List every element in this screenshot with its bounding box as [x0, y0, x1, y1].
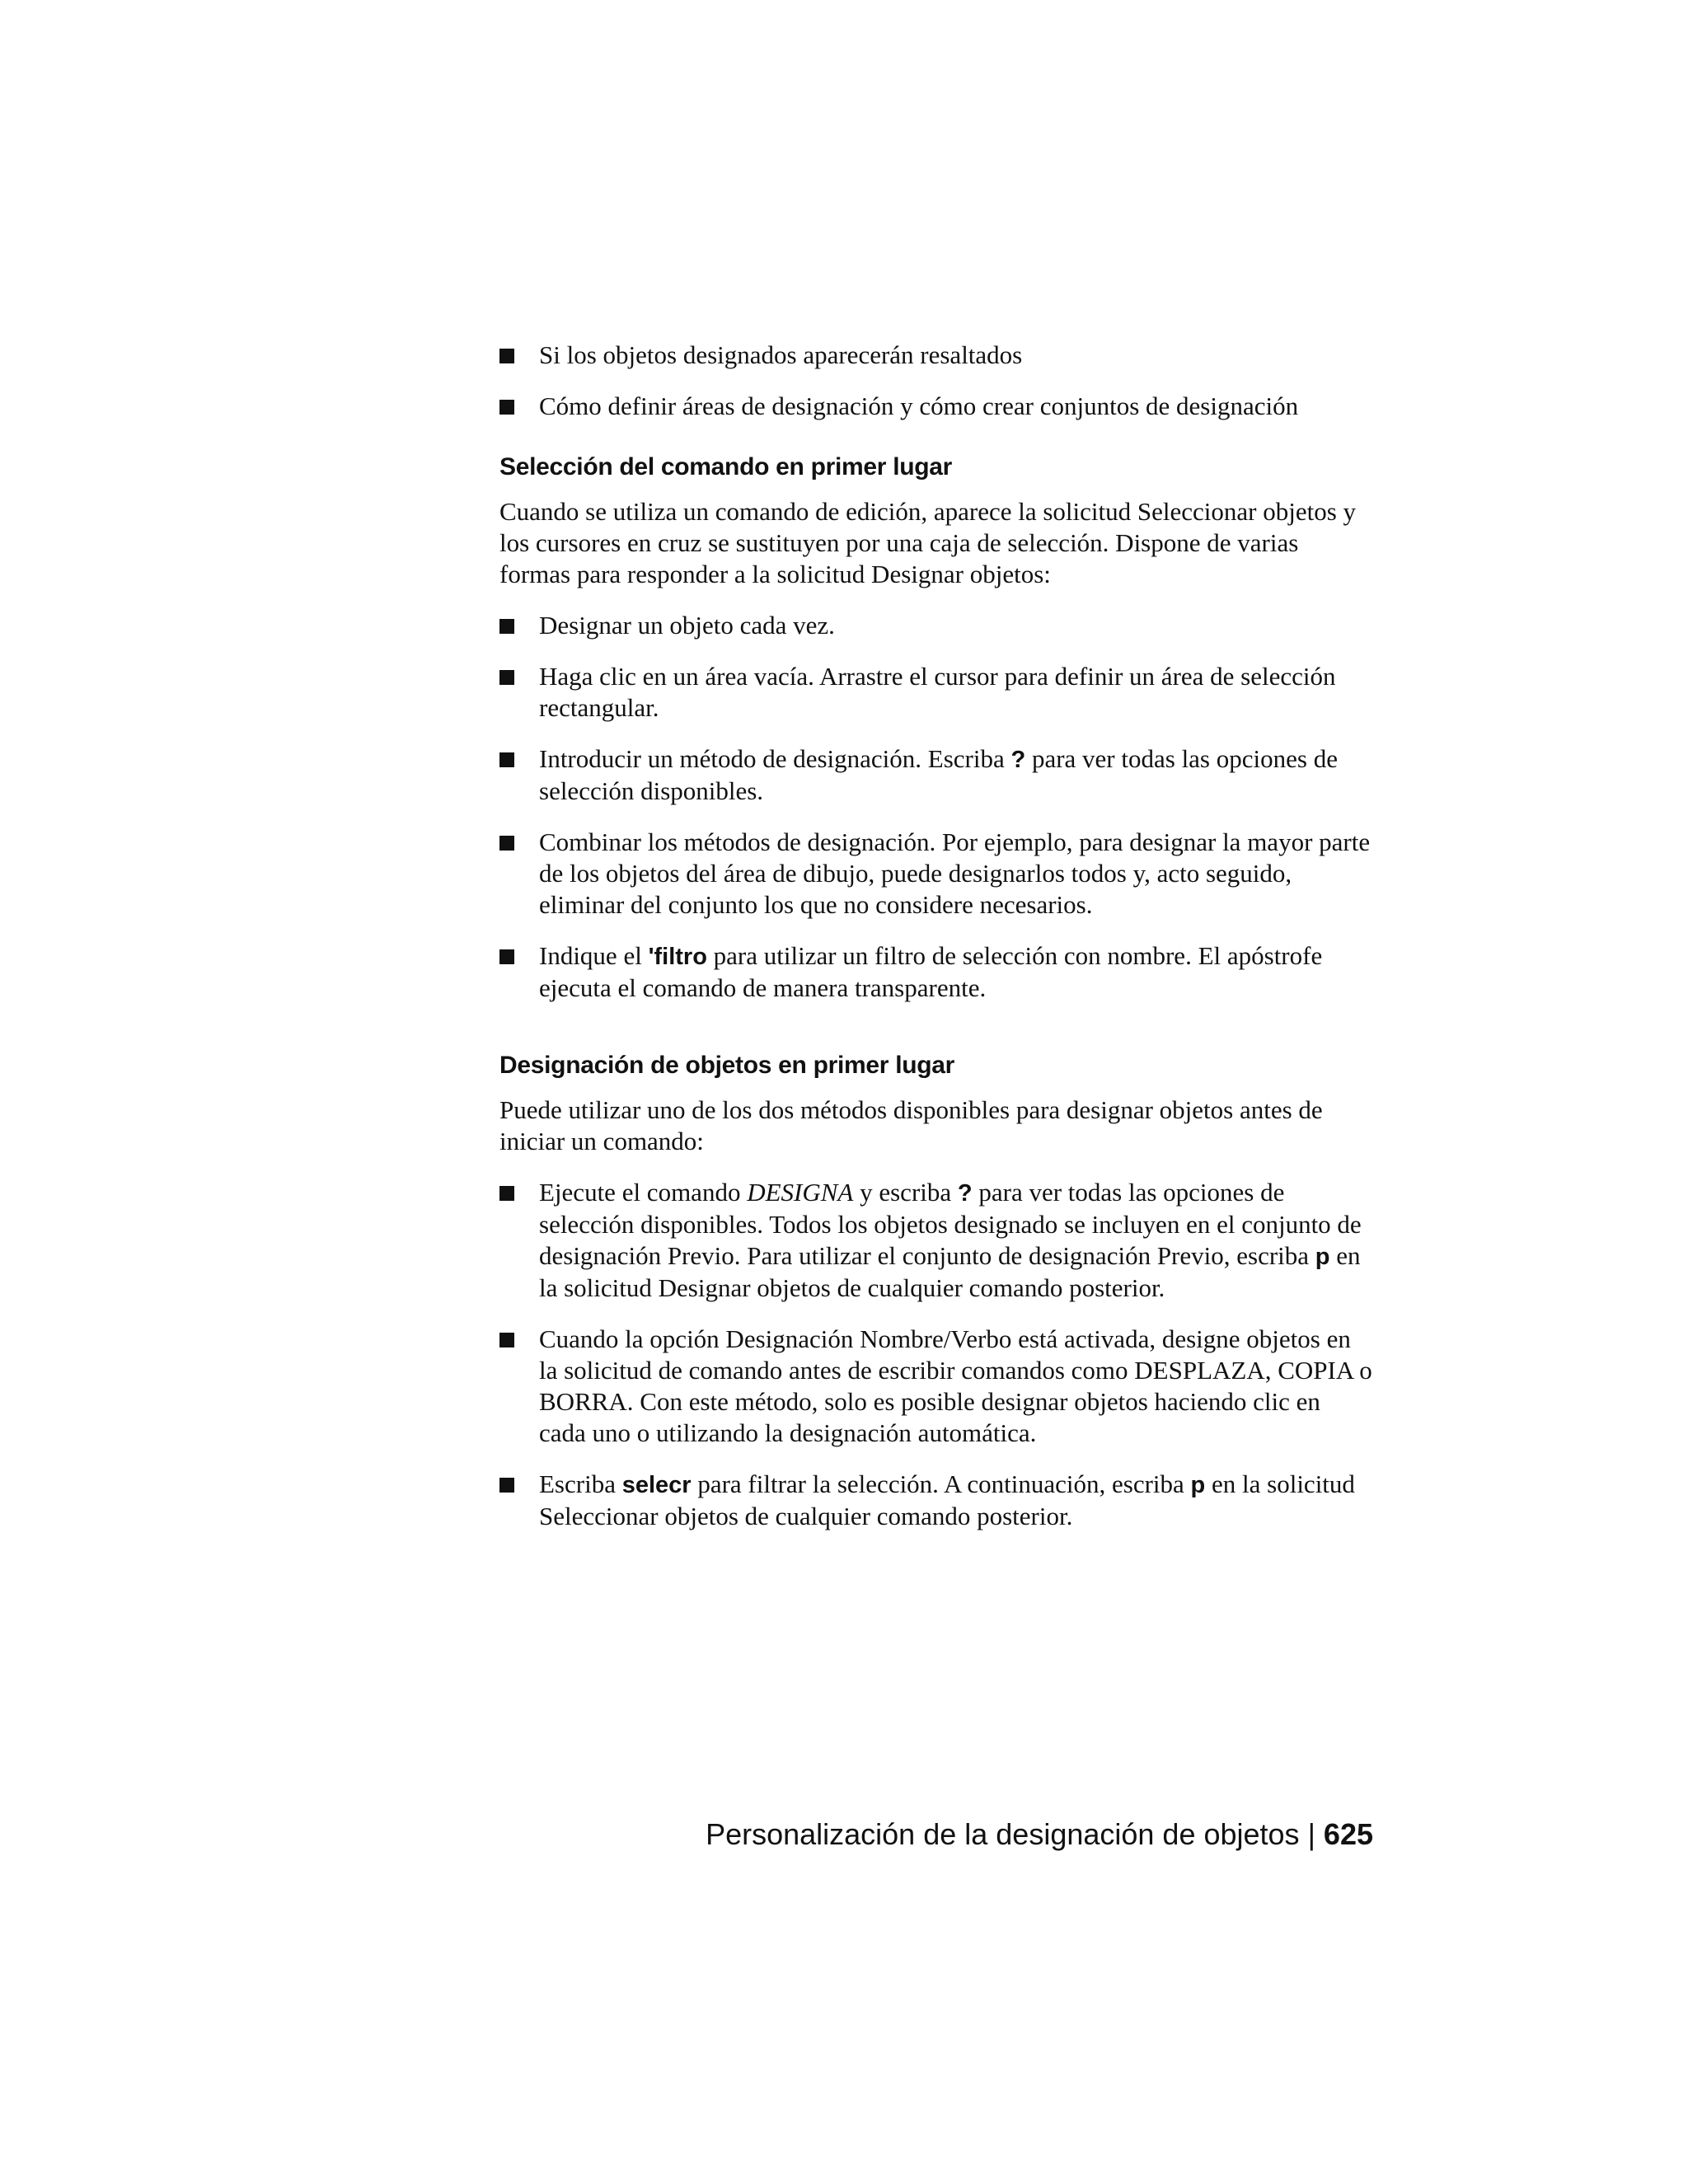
square-bullet-icon [499, 400, 514, 415]
list-item-text: Si los objetos designados aparecerán resaltados [539, 340, 1023, 369]
page-body [499, 340, 1373, 1532]
command-keyword: p [1315, 1244, 1330, 1270]
list-item [499, 661, 1373, 724]
list-item-text: Cuando la opción Designación Nombre/Verbo está activada, designe objetos en la solicitud de comando antes de escribir comandos como DESPLAZA, COPIA o BORRA. Con este método, solo es posible designar objetos haciendo clic en cada uno o utilizando la designación automática. [539, 1324, 1372, 1447]
list-item [499, 391, 1373, 422]
list-item-text: Introducir un método de designación. Escriba ? para ver todas las opciones de selección disponibles. [539, 744, 1338, 805]
list-item [499, 1469, 1373, 1532]
section-paragraph: Puede utilizar uno de los dos métodos disponibles para designar objetos antes de iniciar un comando: [499, 1095, 1323, 1155]
command-keyword: selecr [621, 1472, 692, 1498]
command-name: DESIGNA [747, 1178, 854, 1207]
section-paragraph: Cuando se utiliza un comando de edición, aparece la solicitud Seleccionar objetos y los cursores en cruz se sustituyen por una caja de selección. Dispone de varias formas para responder a la solicitud Designar objetos: [499, 497, 1357, 588]
list-item-text: Cómo definir áreas de designación y cómo crear conjuntos de designación [539, 391, 1299, 420]
list-item-text: Haga clic en un área vacía. Arrastre el cursor para definir un área de selección rectangular. [539, 662, 1336, 722]
command-keyword: 'filtro [648, 944, 707, 970]
command-first-bullet-list [499, 610, 1373, 1004]
section-heading-objects-first: Designación de objetos en primer lugar [499, 1052, 955, 1079]
list-item-text: Escriba selecr para filtrar la selección. A continuación, escriba p en la solicitud Seleccionar objetos de cualquier comando posterior. [539, 1469, 1355, 1530]
section-heading-command-first: Selección del comando en primer lugar [499, 453, 953, 480]
square-bullet-icon [499, 1333, 514, 1347]
square-bullet-icon [499, 1186, 514, 1201]
square-bullet-icon [499, 949, 514, 964]
page-footer [706, 1816, 1373, 1853]
list-item [499, 940, 1373, 1004]
list-item [499, 827, 1373, 921]
list-item-text: Combinar los métodos de designación. Por ejemplo, para designar la mayor parte de los objetos del área de dibujo, puede designarlos todos y, acto seguido, eliminar del conjunto los que no considere necesarios. [539, 827, 1371, 919]
list-item-text: Ejecute el comando DESIGNA y escriba ? para ver todas las opciones de selección disponibles. Todos los objetos designado se incluyen en el conjunto de designación Previo. Para utilizar el conjunto de designación Previo, escriba p en la solicitud Designar objetos de cualquier comando posterior. [539, 1178, 1362, 1302]
command-keyword: ? [957, 1180, 973, 1207]
list-item [499, 610, 1373, 641]
command-keyword: ? [1010, 747, 1026, 773]
list-item [499, 743, 1373, 807]
page-number: 625 [1323, 1817, 1373, 1851]
square-bullet-icon [499, 670, 514, 685]
list-item [499, 1324, 1373, 1449]
list-item-text: Indique el 'filtro para utilizar un filtro de selección con nombre. El apóstrofe ejecuta el comando de manera transparente. [539, 941, 1323, 1002]
list-item [499, 340, 1373, 371]
square-bullet-icon [499, 752, 514, 767]
square-bullet-icon [499, 619, 514, 634]
square-bullet-icon [499, 836, 514, 851]
footer-title: Personalización de la designación de objetos [706, 1817, 1300, 1851]
intro-bullet-list [499, 340, 1373, 422]
list-item [499, 1177, 1373, 1304]
objects-first-bullet-list [499, 1177, 1373, 1532]
list-item-text: Designar un objeto cada vez. [539, 611, 835, 640]
command-keyword: p [1190, 1472, 1206, 1498]
square-bullet-icon [499, 1478, 514, 1493]
square-bullet-icon [499, 349, 514, 363]
footer-separator: | [1307, 1817, 1315, 1851]
